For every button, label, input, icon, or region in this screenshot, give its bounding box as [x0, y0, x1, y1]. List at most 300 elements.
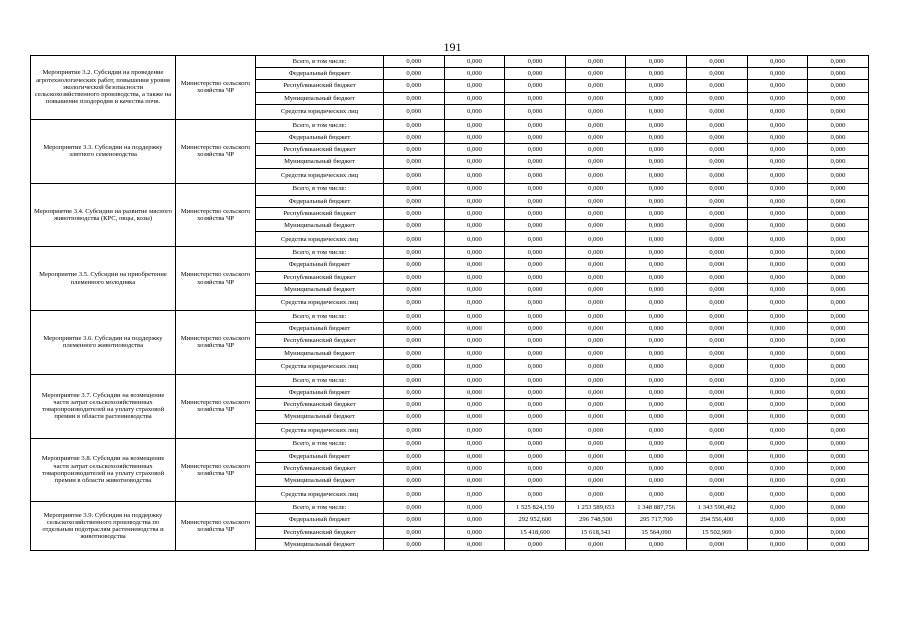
- amount-cell: 0,000: [686, 283, 747, 295]
- amount-cell: 0,000: [565, 56, 626, 68]
- amount-cell: 0,000: [808, 56, 869, 68]
- amount-cell: 0,000: [808, 247, 869, 259]
- amount-cell: 0,000: [505, 131, 566, 143]
- activity-name: Мероприятие 3.7. Субсидии на возмещение части затрат сельскохозяйственных товаропроизводителей на уплату страховой премии в области растениеводства: [31, 374, 176, 438]
- page-number: 191: [443, 40, 462, 54]
- amount-cell: 0,000: [505, 296, 566, 311]
- amount-cell: 0,000: [384, 80, 445, 92]
- amount-cell: 295 717,700: [626, 514, 687, 526]
- funding-source: Республиканский бюджет: [256, 335, 384, 347]
- table-row: [31, 183, 869, 195]
- amount-cell: 0,000: [444, 347, 505, 359]
- amount-cell: 15 618,343: [565, 526, 626, 538]
- amount-cell: 0,000: [505, 450, 566, 462]
- funding-source: Всего, в том числе:: [256, 119, 384, 131]
- funding-source: Федеральный бюджет: [256, 68, 384, 80]
- amount-cell: 0,000: [808, 68, 869, 80]
- funding-source: Всего, в том числе:: [256, 502, 384, 514]
- amount-cell: 0,000: [747, 399, 808, 411]
- amount-cell: 0,000: [444, 411, 505, 423]
- amount-cell: 0,000: [686, 259, 747, 271]
- amount-cell: 0,000: [808, 80, 869, 92]
- amount-cell: 0,000: [626, 475, 687, 487]
- amount-cell: 0,000: [505, 220, 566, 232]
- funding-source: Всего, в том числе:: [256, 56, 384, 68]
- funding-source: Муниципальный бюджет: [256, 538, 384, 550]
- amount-cell: 0,000: [505, 311, 566, 323]
- amount-cell: 0,000: [686, 220, 747, 232]
- amount-cell: 0,000: [626, 271, 687, 283]
- amount-cell: 0,000: [505, 68, 566, 80]
- amount-cell: 0,000: [384, 259, 445, 271]
- amount-cell: 0,000: [444, 423, 505, 438]
- amount-cell: 0,000: [505, 399, 566, 411]
- amount-cell: 0,000: [444, 220, 505, 232]
- amount-cell: 0,000: [444, 311, 505, 323]
- amount-cell: 0,000: [686, 247, 747, 259]
- amount-cell: 0,000: [565, 104, 626, 119]
- amount-cell: 0,000: [747, 156, 808, 168]
- amount-cell: 0,000: [505, 156, 566, 168]
- funding-source: Муниципальный бюджет: [256, 283, 384, 295]
- amount-cell: 0,000: [444, 259, 505, 271]
- amount-cell: 0,000: [747, 423, 808, 438]
- amount-cell: 0,000: [686, 271, 747, 283]
- activity-name: Мероприятие 3.3. Субсидии на поддержку элитного семеноводства: [31, 119, 176, 183]
- amount-cell: 292 952,600: [505, 514, 566, 526]
- funding-source: Республиканский бюджет: [256, 144, 384, 156]
- amount-cell: 0,000: [565, 347, 626, 359]
- amount-cell: 0,000: [747, 487, 808, 502]
- amount-cell: 0,000: [384, 526, 445, 538]
- amount-cell: 0,000: [565, 438, 626, 450]
- amount-cell: 0,000: [808, 347, 869, 359]
- amount-cell: 0,000: [808, 131, 869, 143]
- table-row: [31, 438, 869, 450]
- activity-name: Мероприятие 3.6. Субсидии на поддержку племенного животноводства: [31, 311, 176, 375]
- amount-cell: 0,000: [808, 423, 869, 438]
- executor-name: Министерство сельского хозяйства ЧР: [176, 438, 256, 502]
- amount-cell: 0,000: [626, 119, 687, 131]
- amount-cell: 1 525 824,159: [505, 502, 566, 514]
- amount-cell: 0,000: [686, 538, 747, 550]
- funding-source: Всего, в том числе:: [256, 374, 384, 386]
- amount-cell: 0,000: [444, 232, 505, 247]
- amount-cell: 0,000: [384, 411, 445, 423]
- amount-cell: 0,000: [565, 271, 626, 283]
- amount-cell: 0,000: [747, 411, 808, 423]
- amount-cell: 0,000: [505, 359, 566, 374]
- amount-cell: 0,000: [505, 347, 566, 359]
- amount-cell: 0,000: [808, 502, 869, 514]
- amount-cell: 0,000: [444, 183, 505, 195]
- funding-source: Средства юридических лиц: [256, 359, 384, 374]
- funding-source: Федеральный бюджет: [256, 195, 384, 207]
- amount-cell: 0,000: [808, 359, 869, 374]
- amount-cell: 0,000: [686, 156, 747, 168]
- amount-cell: 0,000: [384, 283, 445, 295]
- amount-cell: 0,000: [384, 131, 445, 143]
- amount-cell: 0,000: [808, 487, 869, 502]
- amount-cell: 0,000: [565, 232, 626, 247]
- amount-cell: 0,000: [384, 68, 445, 80]
- amount-cell: 0,000: [747, 386, 808, 398]
- amount-cell: 0,000: [384, 502, 445, 514]
- amount-cell: 0,000: [747, 144, 808, 156]
- amount-cell: 0,000: [686, 438, 747, 450]
- amount-cell: 0,000: [808, 119, 869, 131]
- amount-cell: 0,000: [626, 92, 687, 104]
- amount-cell: 0,000: [505, 119, 566, 131]
- amount-cell: 0,000: [565, 323, 626, 335]
- funding-source: Всего, в том числе:: [256, 183, 384, 195]
- amount-cell: 0,000: [384, 487, 445, 502]
- activity-name: Мероприятие 3.9. Субсидия на поддержку сельскохозяйственного производства по отдельным подотраслям растениеводства и животноводства: [31, 502, 176, 551]
- amount-cell: 0,000: [565, 487, 626, 502]
- amount-cell: 0,000: [747, 374, 808, 386]
- amount-cell: 0,000: [808, 438, 869, 450]
- amount-cell: 0,000: [565, 119, 626, 131]
- amount-cell: 0,000: [747, 220, 808, 232]
- amount-cell: 0,000: [808, 144, 869, 156]
- executor-name: Министерство сельского хозяйства ЧР: [176, 56, 256, 120]
- amount-cell: 0,000: [505, 438, 566, 450]
- amount-cell: 0,000: [505, 335, 566, 347]
- amount-cell: 0,000: [505, 232, 566, 247]
- funding-source: Средства юридических лиц: [256, 487, 384, 502]
- amount-cell: 0,000: [808, 335, 869, 347]
- amount-cell: 0,000: [747, 68, 808, 80]
- amount-cell: 0,000: [384, 359, 445, 374]
- amount-cell: 0,000: [565, 374, 626, 386]
- amount-cell: 0,000: [505, 475, 566, 487]
- amount-cell: 0,000: [444, 92, 505, 104]
- activity-name: Мероприятие 3.4. Субсидии на развитие мясного животноводства (КРС, овцы, козы): [31, 183, 176, 247]
- amount-cell: 0,000: [505, 104, 566, 119]
- amount-cell: 0,000: [505, 487, 566, 502]
- amount-cell: 0,000: [808, 475, 869, 487]
- funding-source: Федеральный бюджет: [256, 131, 384, 143]
- amount-cell: 0,000: [686, 411, 747, 423]
- amount-cell: 0,000: [444, 475, 505, 487]
- amount-cell: 0,000: [384, 347, 445, 359]
- amount-cell: 0,000: [686, 399, 747, 411]
- amount-cell: 0,000: [384, 296, 445, 311]
- executor-name: Министерство сельского хозяйства ЧР: [176, 247, 256, 311]
- amount-cell: 0,000: [626, 411, 687, 423]
- amount-cell: 0,000: [747, 438, 808, 450]
- amount-cell: 0,000: [384, 311, 445, 323]
- amount-cell: 0,000: [505, 56, 566, 68]
- amount-cell: 0,000: [808, 259, 869, 271]
- amount-cell: 0,000: [505, 168, 566, 183]
- funding-source: Муниципальный бюджет: [256, 220, 384, 232]
- amount-cell: 294 556,400: [686, 514, 747, 526]
- amount-cell: 0,000: [808, 183, 869, 195]
- amount-cell: 0,000: [686, 323, 747, 335]
- amount-cell: 0,000: [626, 359, 687, 374]
- amount-cell: 0,000: [626, 183, 687, 195]
- amount-cell: 0,000: [808, 411, 869, 423]
- amount-cell: 0,000: [686, 68, 747, 80]
- amount-cell: 0,000: [505, 538, 566, 550]
- amount-cell: 0,000: [384, 220, 445, 232]
- amount-cell: 0,000: [565, 311, 626, 323]
- amount-cell: 1 253 589,653: [565, 502, 626, 514]
- amount-cell: 0,000: [505, 207, 566, 219]
- amount-cell: 0,000: [565, 283, 626, 295]
- amount-cell: 0,000: [747, 450, 808, 462]
- amount-cell: 0,000: [626, 538, 687, 550]
- amount-cell: 0,000: [747, 259, 808, 271]
- amount-cell: 0,000: [384, 374, 445, 386]
- amount-cell: 0,000: [747, 283, 808, 295]
- amount-cell: 0,000: [384, 207, 445, 219]
- amount-cell: 0,000: [747, 359, 808, 374]
- amount-cell: 0,000: [384, 438, 445, 450]
- amount-cell: 0,000: [808, 311, 869, 323]
- amount-cell: 0,000: [808, 283, 869, 295]
- amount-cell: 0,000: [686, 335, 747, 347]
- amount-cell: 0,000: [808, 156, 869, 168]
- funding-source: Федеральный бюджет: [256, 323, 384, 335]
- amount-cell: 0,000: [686, 183, 747, 195]
- amount-cell: 0,000: [686, 144, 747, 156]
- amount-cell: 0,000: [747, 195, 808, 207]
- funding-source: Республиканский бюджет: [256, 399, 384, 411]
- amount-cell: 0,000: [626, 487, 687, 502]
- amount-cell: 0,000: [444, 144, 505, 156]
- amount-cell: 0,000: [626, 56, 687, 68]
- amount-cell: 0,000: [565, 220, 626, 232]
- amount-cell: 0,000: [808, 195, 869, 207]
- amount-cell: 0,000: [565, 195, 626, 207]
- amount-cell: 0,000: [626, 144, 687, 156]
- funding-source: Федеральный бюджет: [256, 450, 384, 462]
- amount-cell: 0,000: [626, 283, 687, 295]
- amount-cell: 0,000: [384, 335, 445, 347]
- amount-cell: 0,000: [808, 271, 869, 283]
- amount-cell: 15 564,090: [626, 526, 687, 538]
- amount-cell: 0,000: [505, 144, 566, 156]
- amount-cell: 0,000: [686, 462, 747, 474]
- amount-cell: 0,000: [747, 311, 808, 323]
- amount-cell: 0,000: [384, 232, 445, 247]
- amount-cell: 0,000: [565, 399, 626, 411]
- amount-cell: 0,000: [747, 80, 808, 92]
- amount-cell: 0,000: [444, 131, 505, 143]
- amount-cell: 0,000: [686, 232, 747, 247]
- amount-cell: 0,000: [444, 399, 505, 411]
- amount-cell: 0,000: [384, 119, 445, 131]
- amount-cell: 0,000: [808, 232, 869, 247]
- amount-cell: 0,000: [384, 156, 445, 168]
- amount-cell: 0,000: [626, 423, 687, 438]
- funding-source: Всего, в том числе:: [256, 247, 384, 259]
- amount-cell: 0,000: [505, 183, 566, 195]
- amount-cell: 0,000: [565, 359, 626, 374]
- amount-cell: 0,000: [444, 80, 505, 92]
- amount-cell: 0,000: [747, 232, 808, 247]
- amount-cell: 0,000: [384, 168, 445, 183]
- amount-cell: 0,000: [626, 311, 687, 323]
- amount-cell: 0,000: [626, 296, 687, 311]
- amount-cell: 0,000: [444, 119, 505, 131]
- funding-source: Всего, в том числе:: [256, 438, 384, 450]
- amount-cell: 0,000: [808, 104, 869, 119]
- amount-cell: 0,000: [626, 68, 687, 80]
- amount-cell: 0,000: [565, 259, 626, 271]
- amount-cell: 1 348 887,756: [626, 502, 687, 514]
- amount-cell: 0,000: [384, 475, 445, 487]
- amount-cell: 0,000: [444, 56, 505, 68]
- amount-cell: 0,000: [686, 347, 747, 359]
- amount-cell: 0,000: [808, 296, 869, 311]
- table-row: [31, 311, 869, 323]
- amount-cell: 0,000: [565, 92, 626, 104]
- amount-cell: 0,000: [505, 259, 566, 271]
- amount-cell: 0,000: [384, 386, 445, 398]
- amount-cell: 0,000: [808, 526, 869, 538]
- amount-cell: 0,000: [686, 374, 747, 386]
- amount-cell: 0,000: [808, 168, 869, 183]
- amount-cell: 0,000: [808, 462, 869, 474]
- amount-cell: 0,000: [384, 247, 445, 259]
- amount-cell: 0,000: [505, 462, 566, 474]
- amount-cell: 0,000: [384, 323, 445, 335]
- amount-cell: 0,000: [384, 195, 445, 207]
- amount-cell: 0,000: [444, 514, 505, 526]
- amount-cell: 0,000: [626, 247, 687, 259]
- amount-cell: 0,000: [747, 347, 808, 359]
- table-row: [31, 502, 869, 514]
- amount-cell: 0,000: [444, 195, 505, 207]
- amount-cell: 0,000: [626, 347, 687, 359]
- amount-cell: 15 502,969: [686, 526, 747, 538]
- amount-cell: 0,000: [505, 374, 566, 386]
- amount-cell: 0,000: [686, 359, 747, 374]
- executor-name: Министерство сельского хозяйства ЧР: [176, 119, 256, 183]
- amount-cell: 0,000: [444, 526, 505, 538]
- amount-cell: 0,000: [444, 438, 505, 450]
- amount-cell: 0,000: [686, 80, 747, 92]
- amount-cell: 0,000: [808, 450, 869, 462]
- amount-cell: 0,000: [626, 438, 687, 450]
- amount-cell: 0,000: [384, 514, 445, 526]
- amount-cell: 0,000: [747, 183, 808, 195]
- amount-cell: 0,000: [808, 207, 869, 219]
- amount-cell: 0,000: [808, 538, 869, 550]
- amount-cell: 0,000: [505, 386, 566, 398]
- funding-source: Муниципальный бюджет: [256, 475, 384, 487]
- amount-cell: 0,000: [747, 271, 808, 283]
- amount-cell: 0,000: [565, 247, 626, 259]
- amount-cell: 0,000: [565, 450, 626, 462]
- amount-cell: 0,000: [747, 323, 808, 335]
- amount-cell: 0,000: [384, 56, 445, 68]
- amount-cell: 0,000: [626, 399, 687, 411]
- amount-cell: 296 748,500: [565, 514, 626, 526]
- amount-cell: 0,000: [444, 296, 505, 311]
- amount-cell: 0,000: [626, 323, 687, 335]
- table-row: [31, 247, 869, 259]
- funding-source: Всего, в том числе:: [256, 311, 384, 323]
- amount-cell: 0,000: [444, 323, 505, 335]
- amount-cell: 0,000: [686, 487, 747, 502]
- amount-cell: 0,000: [505, 323, 566, 335]
- funding-source: Муниципальный бюджет: [256, 411, 384, 423]
- amount-cell: 0,000: [747, 462, 808, 474]
- amount-cell: 0,000: [505, 92, 566, 104]
- amount-cell: 0,000: [565, 335, 626, 347]
- amount-cell: 0,000: [384, 183, 445, 195]
- amount-cell: 0,000: [747, 247, 808, 259]
- funding-source: Средства юридических лиц: [256, 423, 384, 438]
- amount-cell: 0,000: [505, 411, 566, 423]
- amount-cell: 0,000: [565, 462, 626, 474]
- amount-cell: 0,000: [747, 526, 808, 538]
- amount-cell: 0,000: [686, 92, 747, 104]
- amount-cell: 0,000: [444, 359, 505, 374]
- amount-cell: 0,000: [747, 168, 808, 183]
- amount-cell: 0,000: [686, 131, 747, 143]
- amount-cell: 0,000: [626, 335, 687, 347]
- amount-cell: 0,000: [505, 271, 566, 283]
- amount-cell: 0,000: [686, 104, 747, 119]
- amount-cell: 0,000: [444, 104, 505, 119]
- amount-cell: 0,000: [384, 538, 445, 550]
- table-row: [31, 56, 869, 68]
- amount-cell: 0,000: [444, 271, 505, 283]
- amount-cell: 0,000: [444, 538, 505, 550]
- amount-cell: 0,000: [565, 296, 626, 311]
- amount-cell: 0,000: [626, 80, 687, 92]
- amount-cell: 0,000: [505, 195, 566, 207]
- amount-cell: 0,000: [565, 475, 626, 487]
- amount-cell: 0,000: [747, 131, 808, 143]
- funding-source: Республиканский бюджет: [256, 526, 384, 538]
- amount-cell: 0,000: [384, 399, 445, 411]
- amount-cell: 0,000: [808, 399, 869, 411]
- amount-cell: 0,000: [747, 207, 808, 219]
- activity-name: Мероприятие 3.5. Субсидии на приобретение племенного молодняка: [31, 247, 176, 311]
- amount-cell: 0,000: [747, 514, 808, 526]
- funding-source: Муниципальный бюджет: [256, 92, 384, 104]
- amount-cell: 0,000: [384, 271, 445, 283]
- amount-cell: 0,000: [686, 56, 747, 68]
- amount-cell: 0,000: [444, 283, 505, 295]
- amount-cell: 0,000: [626, 232, 687, 247]
- amount-cell: 0,000: [626, 131, 687, 143]
- amount-cell: 0,000: [747, 92, 808, 104]
- funding-source: Республиканский бюджет: [256, 462, 384, 474]
- amount-cell: 0,000: [444, 502, 505, 514]
- amount-cell: 0,000: [808, 386, 869, 398]
- funding-source: Федеральный бюджет: [256, 259, 384, 271]
- amount-cell: 0,000: [626, 462, 687, 474]
- amount-cell: 0,000: [686, 195, 747, 207]
- amount-cell: 0,000: [444, 68, 505, 80]
- amount-cell: 0,000: [384, 144, 445, 156]
- amount-cell: 0,000: [384, 423, 445, 438]
- amount-cell: 1 343 590,492: [686, 502, 747, 514]
- amount-cell: 0,000: [686, 423, 747, 438]
- amount-cell: 0,000: [686, 119, 747, 131]
- amount-cell: 0,000: [626, 207, 687, 219]
- amount-cell: 0,000: [626, 104, 687, 119]
- amount-cell: 0,000: [505, 80, 566, 92]
- amount-cell: 0,000: [444, 450, 505, 462]
